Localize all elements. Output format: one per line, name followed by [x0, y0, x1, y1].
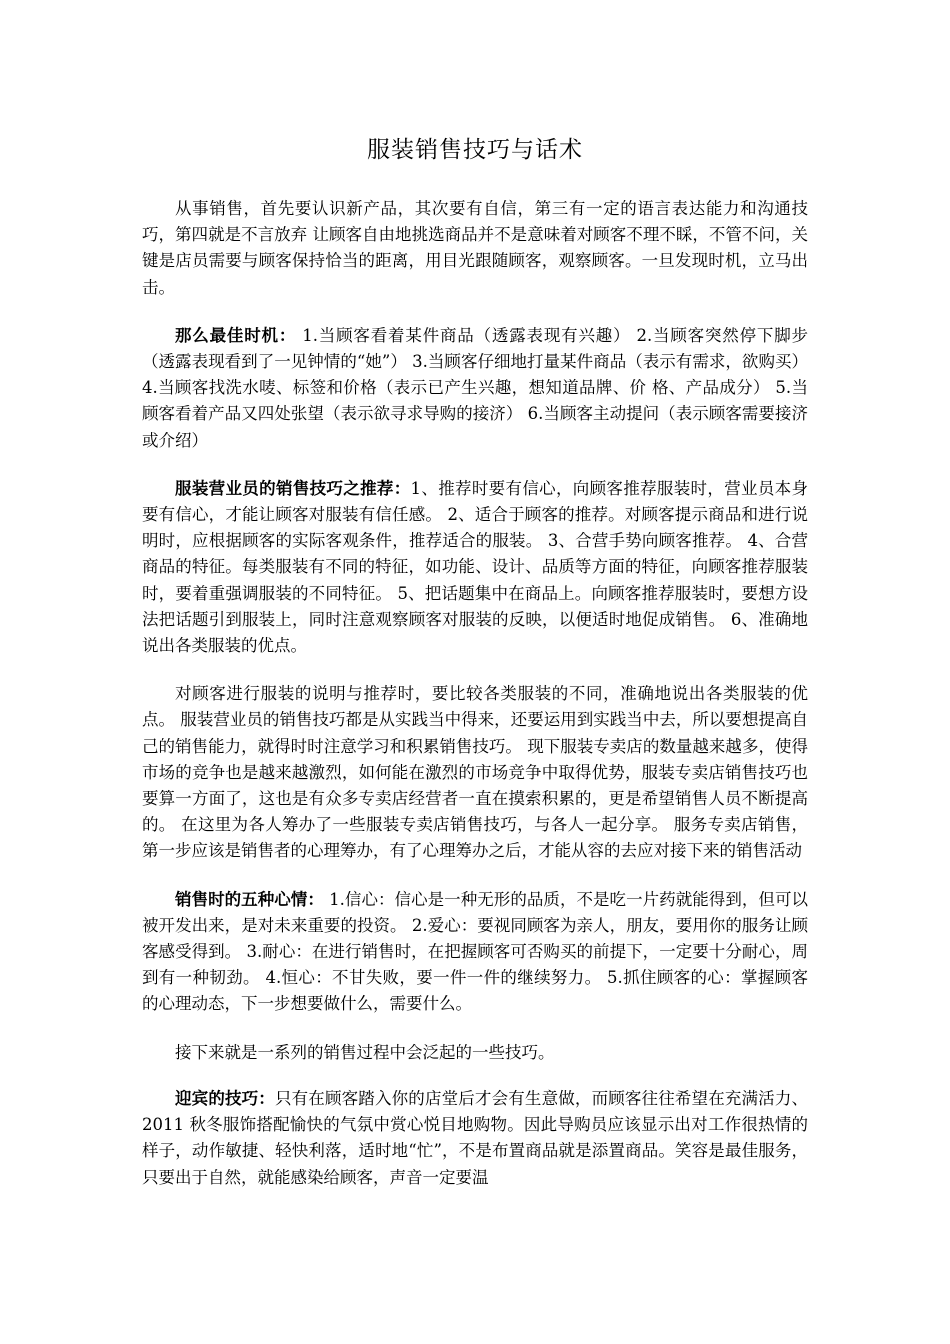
paragraph-lead: 销售时的五种心情：: [175, 889, 324, 909]
paragraph-lead: 那么最佳时机：: [175, 325, 297, 345]
paragraph-text: 对顾客进行服装的说明与推荐时，要比较各类服装的不同，准确地说出各类服装的优点。 服装营业员的销售技巧都是从实践当中得来，还要运用到实践当中去，所以要想提高自己的销售能力，就得时时注意学习和积累销售技巧。 现下服装专卖店的数量越来越多，使得市场的竞争也是越来越激烈，如何能在激烈的市场竞争中取得优势，服装专卖店销售技巧也要算一方面了，这也是有众多专卖店经营者一直在摸索积累的，更是希望销售人员不断提高的。 在这里为各人筹办了一些服装专卖店销售技巧，与各人一起分享。 服务专卖店销售，第一步应该是销售者的心理筹办，有了心理筹办之后，才能从容的去应对接下来的销售活动: [142, 684, 808, 861]
paragraph-text: 接下来就是一系列的销售过程中会泛起的一些技巧。: [175, 1042, 555, 1062]
paragraph-five-moods: [142, 887, 808, 1018]
paragraph-intro: [142, 196, 808, 301]
document-body: [142, 196, 808, 1213]
paragraph-text: 从事销售，首先要认识新产品，其次要有自信，第三有一定的语言表达能力和沟通技巧，第四就是不言放弃 让顾客自由地挑选商品并不是意味着对顾客不理不睬，不管不问，关键是店员需要与顾客保持恰当的距离，用目光跟随顾客，观察顾客。一旦发现时机，立马出击。: [142, 199, 808, 297]
paragraph-best-timing: [142, 323, 808, 454]
paragraph-text: 只有在顾客踏入你的店堂后才会有生意做，而顾客往往希望在充满活力、2011 秋冬服饰搭配愉快的气氛中赏心悦目地购物。因此导购员应该显示出对工作很热情的样子，动作敏捷、轻快利落，适时地“忙”，不是布置商品就是添置商品。笑容是最佳服务，只要出于自然，就能感染给顾客，声音一定要温: [142, 1088, 809, 1187]
paragraph-explanation: [142, 681, 808, 864]
document-title: 服装销售技巧与话术: [367, 137, 583, 163]
paragraph-transition: [142, 1040, 808, 1066]
paragraph-lead: 迎宾的技巧：: [175, 1088, 275, 1108]
paragraph-lead: 服装营业员的销售技巧之推荐：: [175, 478, 411, 498]
paragraph-text: 1、推荐时要有信心，向顾客推荐服装时，营业员本身要有信心，才能让顾客对服装有信任感。 2、适合于顾客的推荐。对顾客提示商品和进行说明时，应根据顾客的实际客观条件，推荐适合的服装。 3、合营手势向顾客推荐。 4、合营商品的特征。每类服装有不同的特征，如功能、设计、品质等方面的特征，向顾客推荐服装时，要着重强调服装的不同特征。 5、把话题集中在商品上。向顾客推荐服装时，要想方设法把话题引到服装上，同时注意观察顾客对服装的反映，以便适时地促成销售。 6、准确地说出各类服装的优点。: [142, 478, 809, 656]
paragraph-greeting: [142, 1086, 808, 1191]
paragraph-recommendation: [142, 476, 808, 659]
paragraph-text: 1.当顾客看着某件商品（透露表现有兴趣） 2.当顾客突然停下脚步（透露表现看到了一见钟情的“她”） 3.当顾客仔细地打量某件商品（表示有需求，欲购买） 4.当顾客找洗水唛、标签和价格（表示已产生兴趣，想知道品牌、价 格、产品成分） 5.当顾客看着产品又四处张望（表示欲寻求导购的接济） 6.当顾客主动提问（表示顾客需要接济或介绍）: [142, 325, 808, 450]
paragraph-text: 1.信心：信心是一种无形的品质，不是吃一片药就能得到，但可以被开发出来，是对未来重要的投资。 2.爱心：要视同顾客为亲人，朋友，要用你的服务让顾客感受得到。 3.耐心：在进行销售时，在把握顾客可否购买的前提下，一定要十分耐心，周到有一种韧劲。 4.恒心：不甘失败，要一件一件的继续努力。 5.抓住顾客的心：掌握顾客的心理动态，下一步想要做什么，需要什么。: [142, 889, 808, 1014]
